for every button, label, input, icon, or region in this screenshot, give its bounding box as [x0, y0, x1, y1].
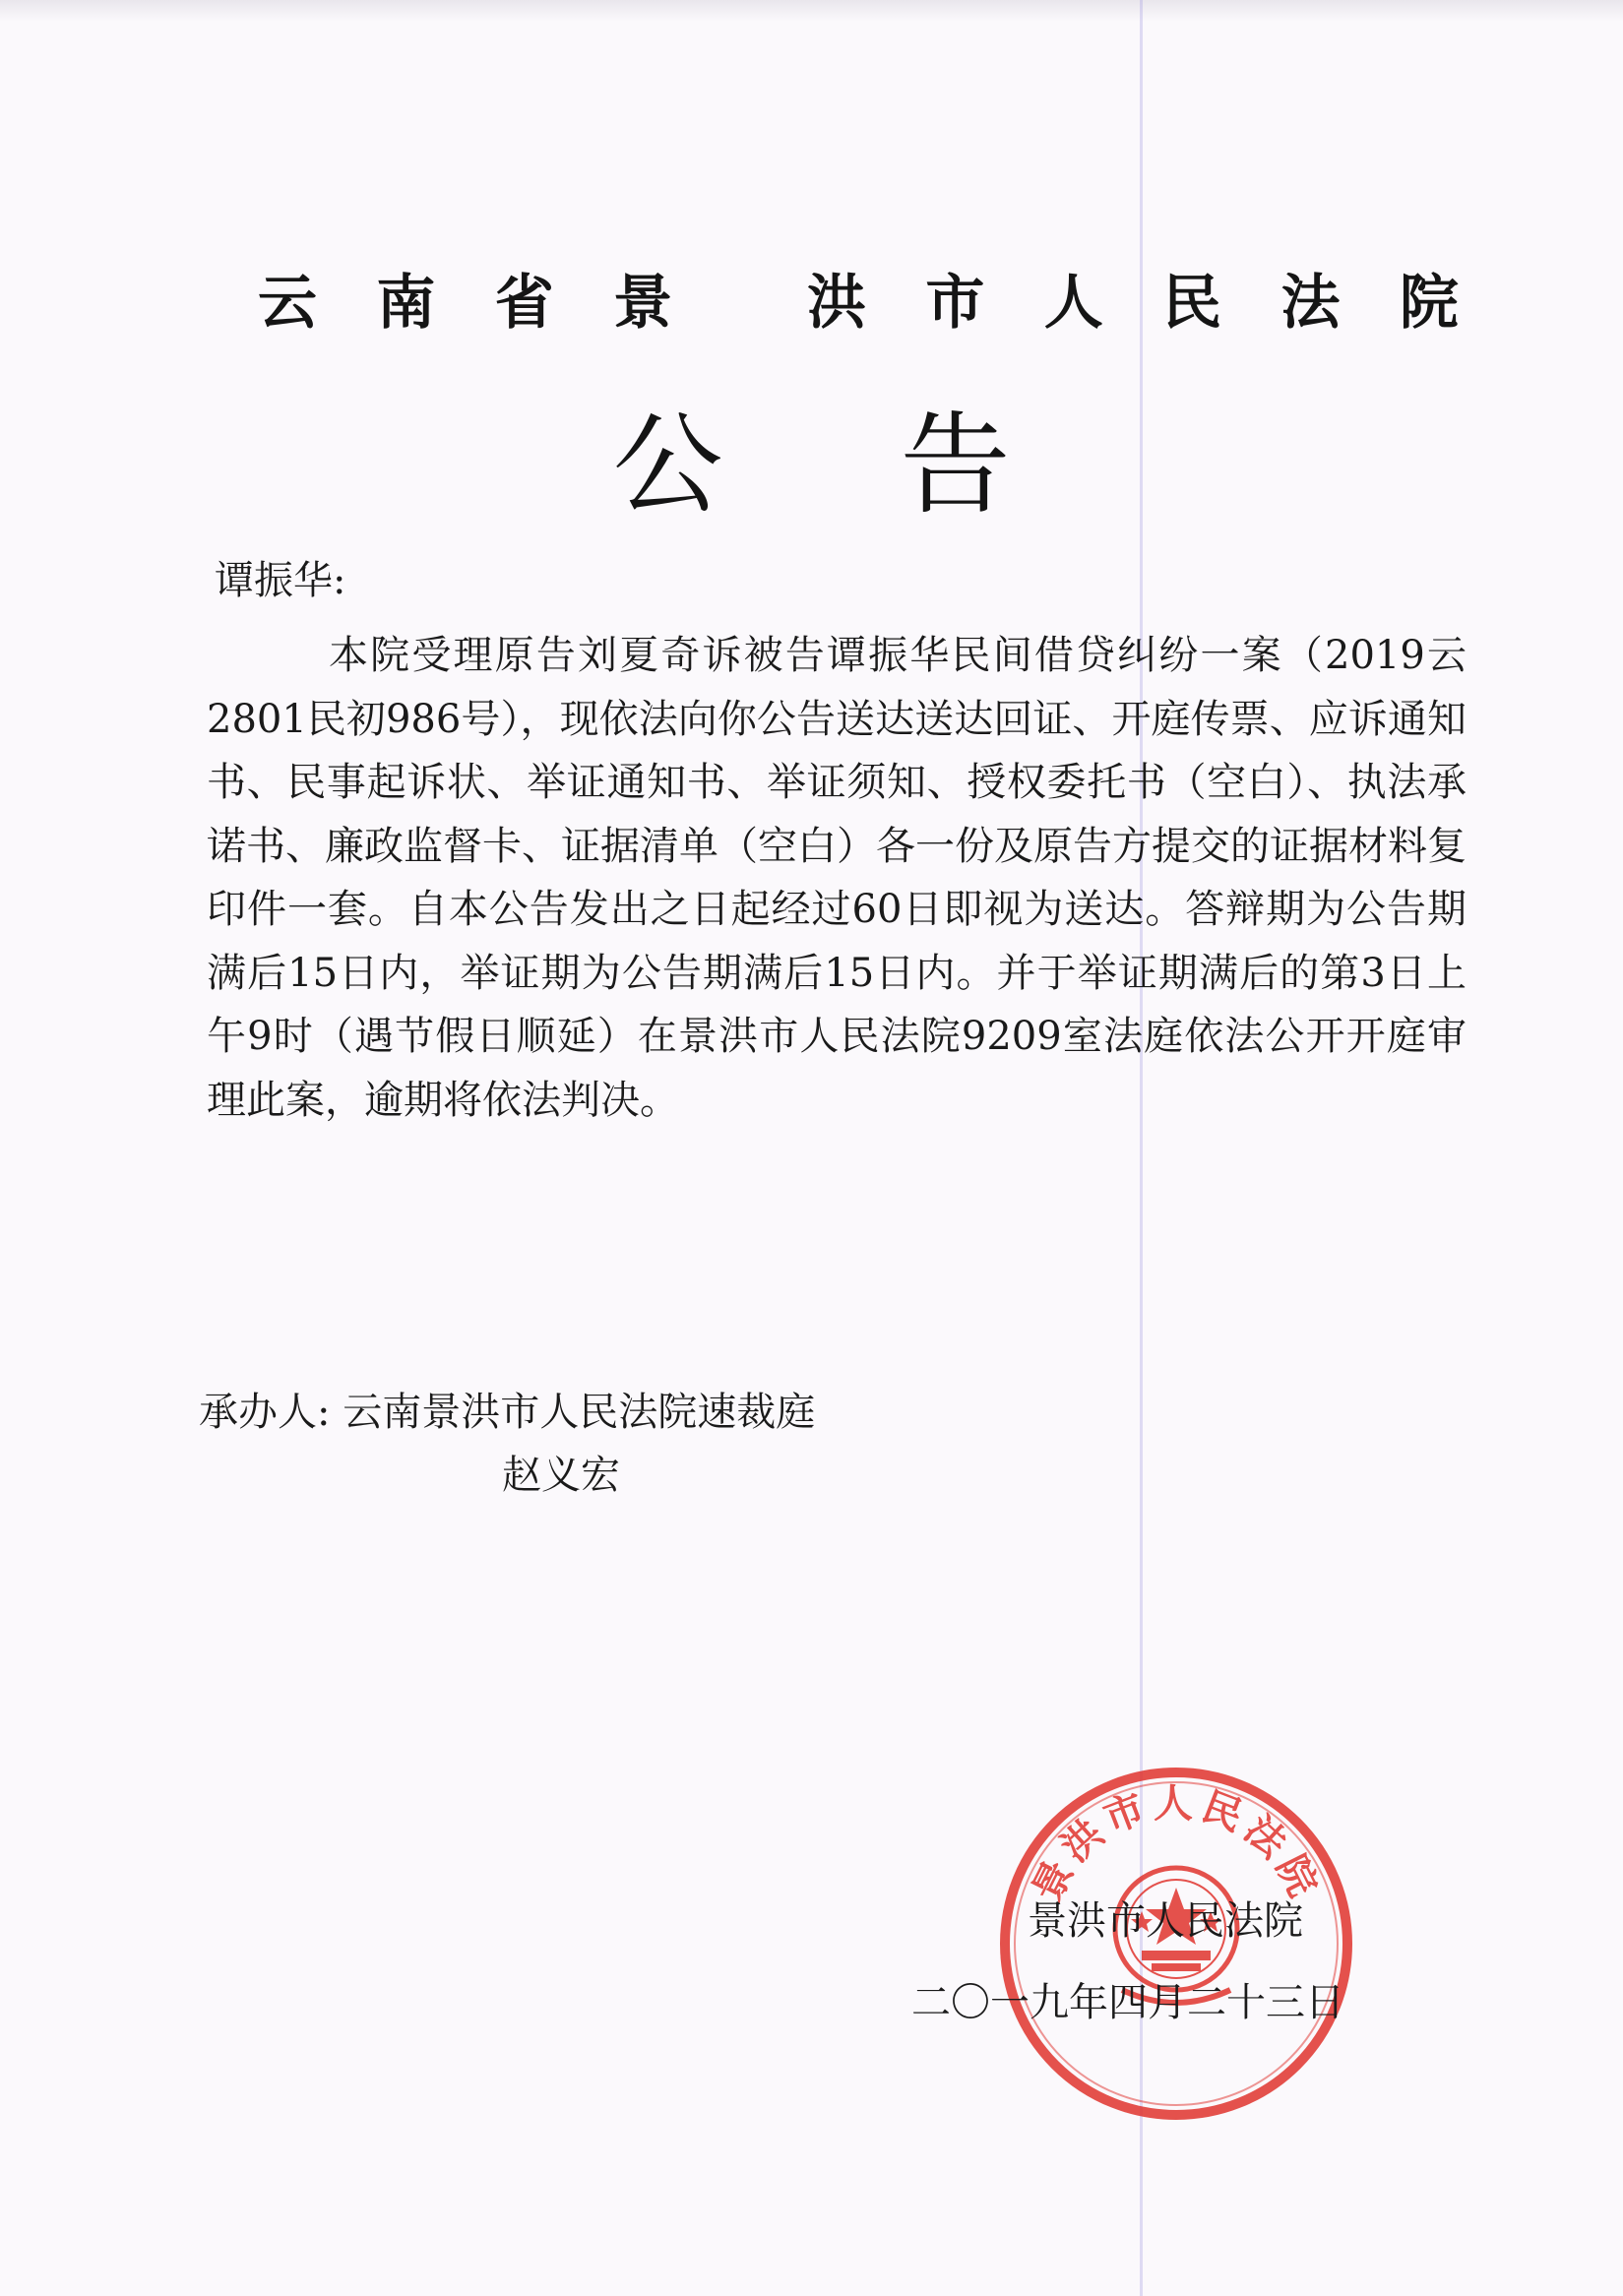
court-name-heading	[258, 264, 1459, 342]
court-name-char: 人	[1043, 269, 1103, 338]
handler-label: 承办人:	[199, 1390, 331, 1435]
notice-body: 本院受理原告刘夏奇诉被告谭振华民间借贷纠纷一案（2019云2801民初986号），现依法向你公告送达送达回证、开庭传票、应诉通知书、民事起诉状、举证通知书、举证须知、授权委托书（空白）、执法承诺书、廉政监督卡、证据清单（空白）各一份及原告方提交的证据材料复印件一套。自本公告发出之日起经过60日即视为送达。答辩期为公告期满后15日内，举证期为公告期满后15日内。并于举证期满后的第3日上午9时（遇节假日顺延）在景洪市人民法院9209室法庭依法公开开庭审理此案，逾期将依法判决。	[207, 633, 1467, 1123]
court-name-char: 洪	[806, 269, 866, 338]
handler-name: 赵义宏	[502, 1453, 620, 1498]
court-name-char: 云	[258, 269, 317, 338]
seal-text: 景洪市人民法院	[1023, 1780, 1330, 1909]
court-name-char: 景	[613, 269, 673, 338]
handler-line	[199, 1380, 815, 1445]
court-name-char: 法	[1280, 269, 1341, 338]
court-name-char: 省	[494, 269, 554, 338]
addressee: 谭振华:	[215, 558, 346, 603]
signature-date: 二〇一九年四月二十三日	[911, 1980, 1344, 2025]
court-name-char: 民	[1162, 269, 1222, 338]
court-name-char: 院	[1399, 269, 1459, 338]
court-name-char: 市	[925, 269, 985, 338]
heading-gap	[732, 264, 748, 342]
document-title: 公告	[612, 402, 1188, 529]
handler-department: 云南景洪市人民法院速裁庭	[343, 1390, 816, 1435]
signature-court: 景洪市人民法院	[1028, 1898, 1303, 1944]
court-name-char: 南	[376, 269, 436, 338]
scan-edge	[0, 0, 1623, 22]
